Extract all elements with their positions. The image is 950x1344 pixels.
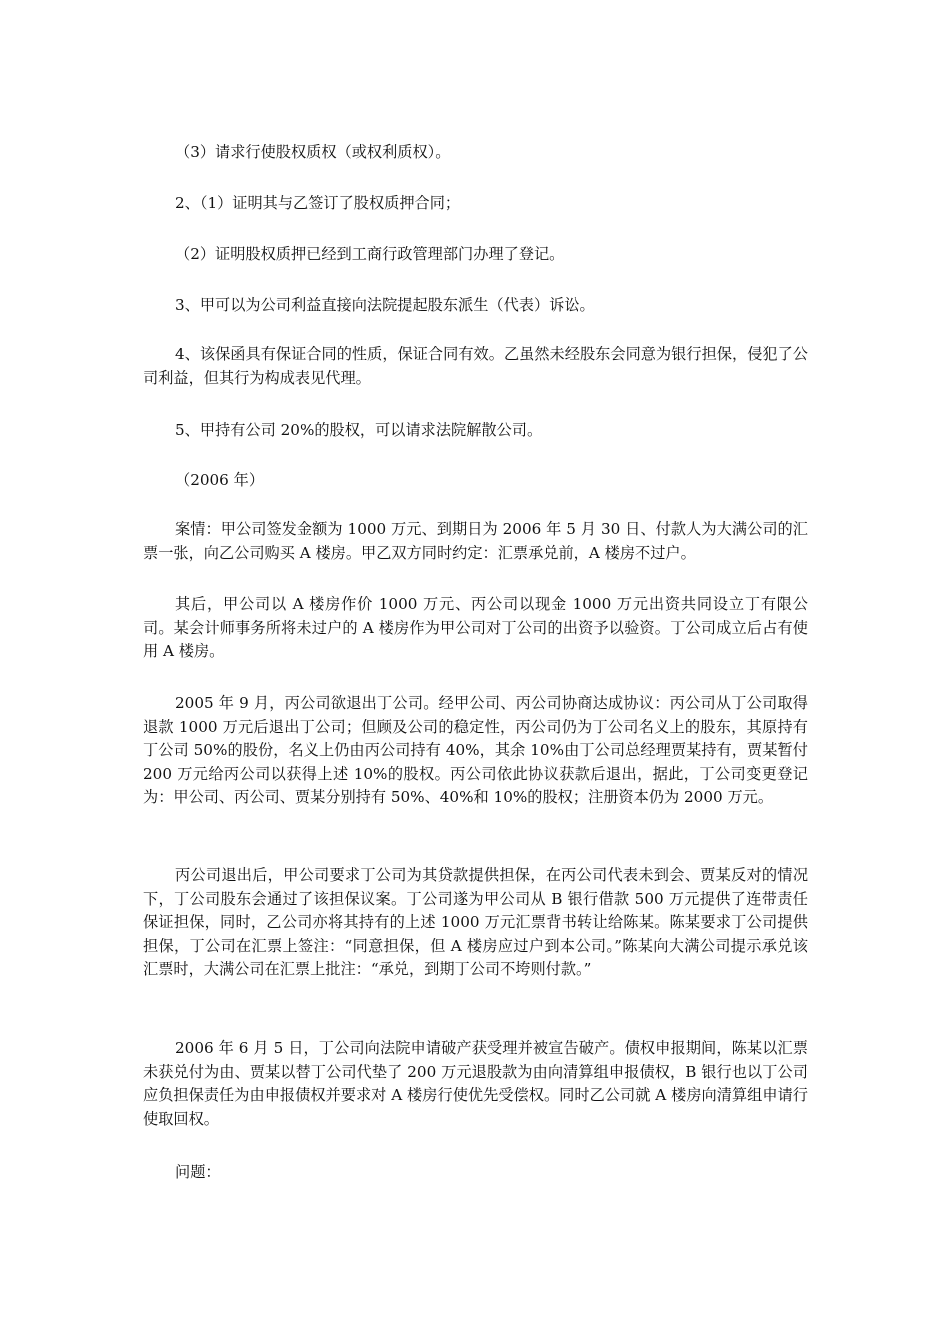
paragraph-3-claim-equity-pledge: （3）请求行使股权质权（或权利质权）。 [175,143,451,161]
paragraph-4-guarantee-letter: 4、该保函具有保证合同的性质，保证合同有效。乙虽然未经股东会同意为银行担保，侵犯了公司利益，但其行为构成表见代理。 [143,345,808,387]
withdrawal-agreement-paragraph: 2005 年 9 月，丙公司欲退出丁公司。经甲公司、丙公司协商达成协议：丙公司从丁公司取得退款 1000 万元后退出丁公司；但顾及公司的稳定性，丙公司仍为丁公司名义上的股东，其原持有丁公司 50%的股份，名义上仍由丙公司持有 40%，其余 10%由丁公司总经理贾某持有，贾某暂付 200 万元给丙公司以获得上述 10%的股权。丙公司依此协议获款后退出，据此，丁公司变更登记为：甲公司、丙公司、贾某分别持有 50%、40%和 10%的股权；注册资本仍为 2000 万元。 [143,694,808,807]
year-heading: （2006 年） [175,471,265,489]
paragraph-3-derivative-suit: 3、甲可以为公司利益直接向法院提起股东派生（代表）诉讼。 [175,296,595,314]
company-formation-paragraph: 其后，甲公司以 A 楼房作价 1000 万元、丙公司以现金 1000 万元出资共同设立丁有限公司。某会计师事务所将未过户的 A 楼房作为甲公司对丁公司的出资予以验资。丁公司成立后占有使用 A 楼房。 [143,595,808,661]
paragraph-2-2-registration: （2）证明股权质押已经到工商行政管理部门办理了登记。 [175,245,565,263]
paragraph-2-1-pledge-contract: 2、（1）证明其与乙签订了股权质押合同； [175,194,461,212]
case-facts-paragraph: 案情：甲公司签发金额为 1000 万元、到期日为 2006 年 5 月 30 日、付款人为大满公司的汇票一张，向乙公司购买 A 楼房。甲乙双方同时约定：汇票承兑前，A 楼房不过户。 [143,520,808,562]
questions-heading: 问题： [175,1163,221,1181]
paragraph-5-dissolution: 5、甲持有公司 20%的股权，可以请求法院解散公司。 [175,421,543,439]
guarantee-and-bill-paragraph: 丙公司退出后，甲公司要求丁公司为其贷款提供担保，在丙公司代表未到会、贾某反对的情况下，丁公司股东会通过了该担保议案。丁公司遂为甲公司从 B 银行借款 500 万元提供了连带责任保证担保，同时，乙公司亦将其持有的上述 1000 万元汇票背书转让给陈某。陈某要求丁公司提供担保，丁公司在汇票上签注：“同意担保，但 A 楼房应过户到本公司。”陈某向大满公司提示承兑该汇票时，大满公司在汇票上批注：“承兑，到期丁公司不垮则付款。” [143,866,808,979]
bankruptcy-paragraph: 2006 年 6 月 5 日，丁公司向法院申请破产获受理并被宣告破产。债权申报期间，陈某以汇票未获兑付为由、贾某以替丁公司代垫了 200 万元退股款为由向清算组申报债权，B 银行也以丁公司应负担保责任为由申报债权并要求对 A 楼房行使优先受偿权。同时乙公司就 A 楼房向清算组申请行使取回权。 [143,1039,808,1128]
